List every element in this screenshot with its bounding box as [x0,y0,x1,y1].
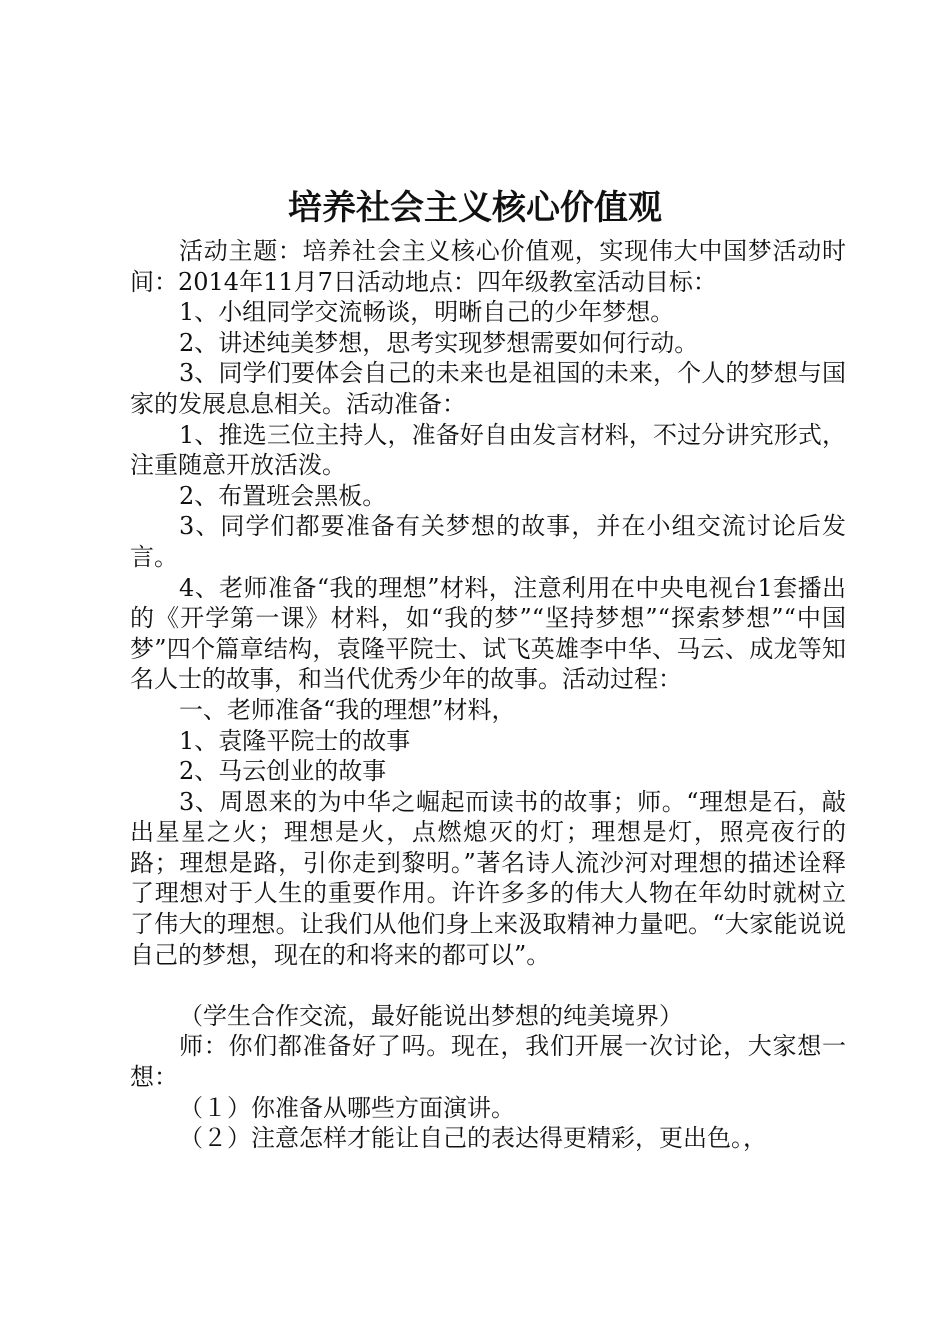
paragraph-prep-1: 1、推选三位主持人，准备好自由发言材料，不过分讲究形式，注重随意开放活泼。 [130,420,846,480]
paragraph-gap [130,970,846,1001]
paragraph-prep-4: 4、老师准备“我的理想”材料，注意利用在中央电视台1套播出的《开学第一课》材料，如“我的梦”“坚持梦想”“探索梦想”“中国梦”四个篇章结构，袁隆平院士、试飞英雄李中华、马云、成龙等知名人士的故事，和当代优秀少年的故事。活动过程： [130,573,846,694]
document-body [130,236,846,1154]
paragraph-story-2: 2、马云创业的故事 [179,757,387,786]
paragraph-question-2: （２）注意怎样才能让自己的表达得更精彩，更出色。， [179,1124,767,1153]
document-title: 培养社会主义核心价值观 [288,188,662,228]
paragraph-prep-2: 2、布置班会黑板。 [179,481,387,510]
paragraph-activity-info: 活动主题：培养社会主义核心价值观，实现伟大中国梦活动时间：2014年11月7日活动地点：四年级教室活动目标： [130,237,846,296]
paragraph-goal-2: 2、讲述纯美梦想，思考实现梦想需要如何行动。 [179,328,699,357]
paragraph-question-1: （１）你准备从哪些方面演讲。 [179,1093,515,1122]
paragraph-process-heading: 一、老师准备“我的理想”材料， [179,695,516,724]
paragraph-goal-1: 1、小组同学交流畅谈，明晰自己的少年梦想。 [179,298,675,327]
paragraph-student-exchange: （学生合作交流，最好能说出梦想的纯美境界） [179,1001,683,1030]
paragraph-story-3: 3、周恩来的为中华之崛起而读书的故事；师。“理想是石，敲出星星之火；理想是火，点燃熄灭的灯；理想是灯，照亮夜行的路；理想是路，引你走到黎明。”著名诗人流沙河对理想的描述诠释了理想对于人生的重要作用。许许多多的伟大人物在年幼时就树立了伟大的理想。让我们从他们身上来汲取精神力量吧。“大家能说说自己的梦想，现在的和将来的都可以”。 [130,787,846,969]
paragraph-prep-3: 3、同学们都要准备有关梦想的故事，并在小组交流讨论后发言。 [130,512,846,571]
paragraph-teacher-question: 师：你们都准备好了吗。现在，我们开展一次讨论，大家想一想： [130,1032,846,1092]
paragraph-goal-3: 3、同学们要体会自己的未来也是祖国的未来，个人的梦想与国家的发展息息相关。活动准备： [130,359,846,418]
paragraph-story-1: 1、袁隆平院士的故事 [179,726,411,755]
